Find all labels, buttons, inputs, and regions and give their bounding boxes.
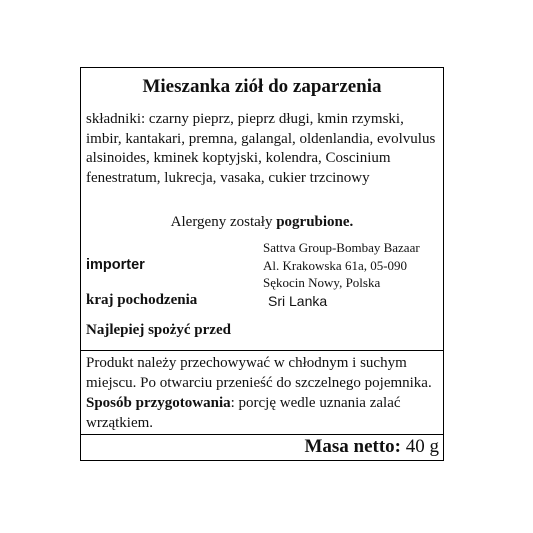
net-weight-label: Masa netto: <box>304 436 401 457</box>
ingredients-text: składniki: czarny pieprz, pieprz długi, kmin rzymski, imbir, kantakari, premna, galangal, oldenlandia, evolvulus alsinoides, kminek koptyjski, kolendra, Coscinium fenestratum, lukrecja, vasaka, cukier trzcinowy <box>86 111 436 186</box>
importer-label: importer <box>86 257 145 273</box>
net-weight-value: 40 g <box>405 436 439 457</box>
preparation-text: : porcję wedle uznania zalać wrzątkiem. <box>86 395 401 431</box>
net-weight <box>81 434 443 461</box>
allergens-bold: pogrubione. <box>276 214 354 230</box>
importer-line: Al. Krakowska 61a, 05-090 <box>263 257 408 273</box>
product-label <box>80 67 444 461</box>
importer-line: Sękocin Nowy, Polska <box>263 275 381 290</box>
origin-value: Sri Lanka <box>268 293 328 309</box>
allergens-note <box>81 214 443 231</box>
storage-text: Produkt należy przechowywać w chłodnym i suchym miejscu. Po otwarciu przenieść do szczelnego pojemnika. <box>86 355 432 391</box>
importer-line: Sattva Group-Bombay Bazaar <box>263 240 420 255</box>
preparation-heading: Sposób przygotowania <box>86 395 231 411</box>
best-before-label: Najlepiej spożyć przed <box>86 322 231 338</box>
storage-instructions <box>81 350 443 433</box>
origin-label: kraj pochodzenia <box>86 292 198 308</box>
importer-address <box>263 239 420 292</box>
product-title: Mieszanka ziół do zaparzenia <box>142 76 382 97</box>
allergens-text: Alergeny zostały <box>170 214 277 230</box>
